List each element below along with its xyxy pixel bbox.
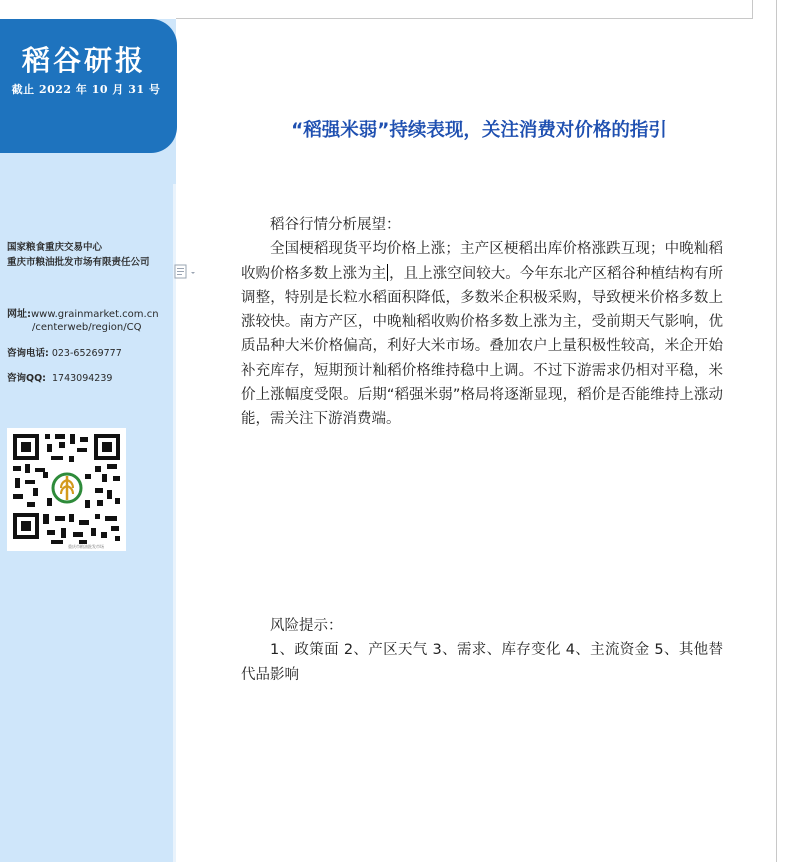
outlook-text-2: ，且上涨空间较大。今年东北产区稻谷种植结构有所调整，特别是长粒水稻面积降低，多数米企积极采购，导致梗米价格多数上涨较快。南方产区，中晚籼稻收购价格多数上涨为主，受前期天气影响，优质品种大米价格偏高，利好大米市场。叠加农户上量积极性较高，米企开始补充库存，短期预计籼稻价格维持稳中上调。不过下游需求仍相对平稳，米价上涨幅度受限。后期“稻强米弱”格局将逐渐显现，稻价是否能维持上涨动能，需关注下游消费端。 [241, 265, 724, 428]
qr-code[interactable] [7, 428, 126, 551]
organization [7, 240, 150, 270]
text-cursor [387, 264, 388, 281]
sidebar [0, 19, 176, 862]
page-top-rule [176, 18, 753, 19]
website-label: 网址: [7, 309, 31, 320]
phone-label: 咨询电话: [7, 348, 49, 359]
report-title: “稻强米弱”持续表现，关注消费对价格的指引 [291, 120, 667, 141]
qq-label: 咨询QQ: [7, 373, 46, 384]
brand-title: 稻谷研报 [21, 44, 146, 77]
outlook-text-1: 全国梗稻现货平均价格上涨；主产区梗稻出库价格涨跌互现；中晚籼稻收购价格多数上涨为主 [241, 241, 723, 282]
page-corner-mark [752, 0, 753, 19]
qq-line [7, 370, 112, 384]
sidebar-stripe [173, 184, 176, 862]
risk-heading: 风险提示： [270, 618, 343, 634]
page-top-edge [0, 0, 793, 20]
brand-date: 截止 2022 年 10 月 31 号 [11, 83, 161, 96]
document-options-icon[interactable] [174, 264, 198, 280]
risk-text: 1、政策面 2、产区天气 3、需求、库存变化 4、主流资金 5、其他替代品影响 [241, 642, 723, 683]
outlook-paragraph [241, 237, 723, 431]
website-label-line [7, 305, 159, 320]
qr-code-icon [7, 428, 126, 551]
outlook-heading: 稻谷行情分析展望： [270, 217, 401, 233]
org-line-1: 国家粮食重庆交易中心 [7, 242, 103, 253]
website-url-1[interactable]: www.grainmarket.com.cn [31, 309, 159, 320]
website-url-2[interactable]: /centerweb/region/CQ [32, 322, 142, 333]
phone-number: 023-65269777 [51, 348, 122, 359]
risk-section [241, 614, 723, 687]
outlook-section [241, 213, 723, 432]
phone-line [7, 345, 122, 359]
brand-banner [0, 19, 177, 153]
qq-number: 1743094239 [52, 373, 113, 384]
qr-caption: 重庆市粮油批发市场 [68, 544, 104, 549]
org-line-2: 重庆市粮油批发市场有限责任公司 [7, 257, 150, 268]
